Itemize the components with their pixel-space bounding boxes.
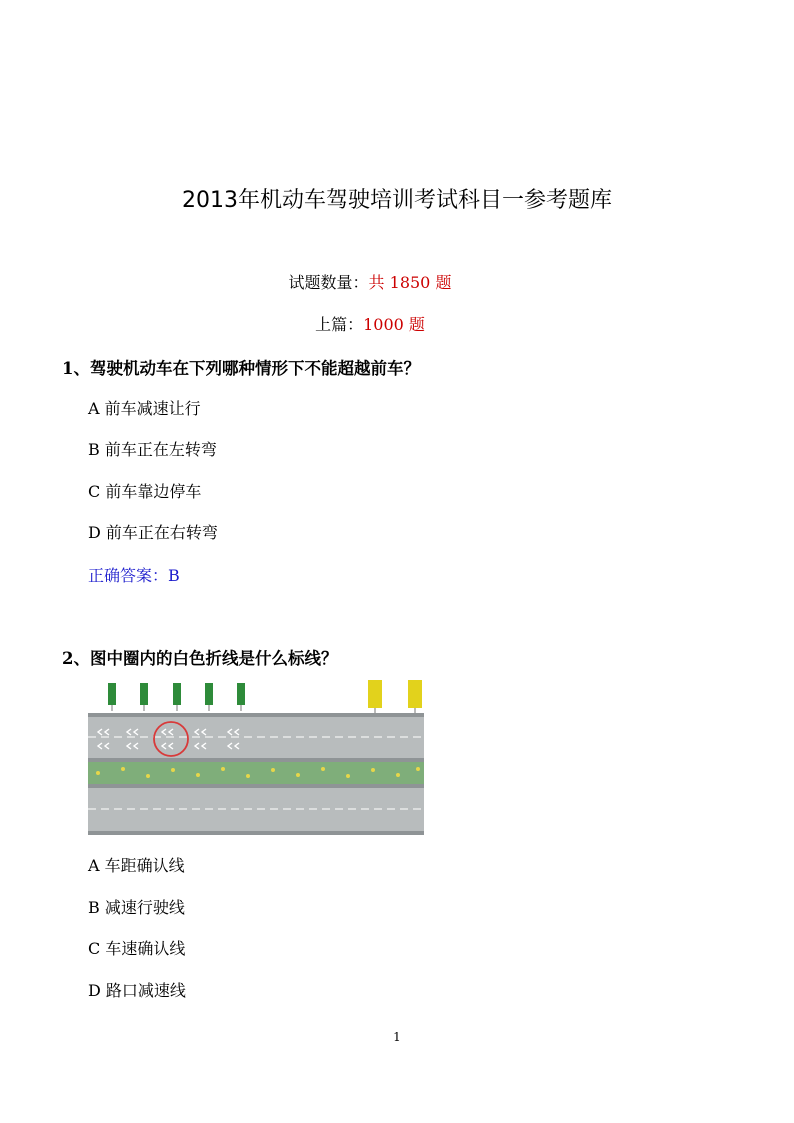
question-2-option-d: D 路口减速线 <box>88 981 186 1000</box>
page-number: 1 <box>393 1030 401 1044</box>
question-1-option-d: D 前车正在右转弯 <box>88 523 218 542</box>
question-count-label: 试题数量： <box>288 273 369 292</box>
document-title: 2013年机动车驾驶培训考试科目一参考题库 <box>182 188 612 213</box>
road-marking-diagram <box>88 677 424 838</box>
question-count-line <box>0 270 740 293</box>
question-1-option-a: A 前车减速让行 <box>88 399 201 418</box>
part-count-line <box>0 312 740 335</box>
part-value: 1000 题 <box>363 315 425 334</box>
question-1-stem: 1、驾驶机动车在下列哪种情形下不能超越前车？ <box>62 359 420 378</box>
part-label: 上篇： <box>315 315 364 334</box>
question-2-option-b: B 减速行驶线 <box>88 898 185 917</box>
question-count-value: 共 1850 题 <box>368 273 452 292</box>
question-1-answer: 正确答案：B <box>88 566 180 585</box>
question-2-option-a: A 车距确认线 <box>88 856 185 875</box>
question-1-option-b: B 前车正在左转弯 <box>88 440 217 459</box>
question-2-option-c: C 车速确认线 <box>88 939 186 958</box>
question-2-stem: 2、图中圈内的白色折线是什么标线？ <box>62 649 338 668</box>
question-1-option-c: C 前车靠边停车 <box>88 482 202 501</box>
